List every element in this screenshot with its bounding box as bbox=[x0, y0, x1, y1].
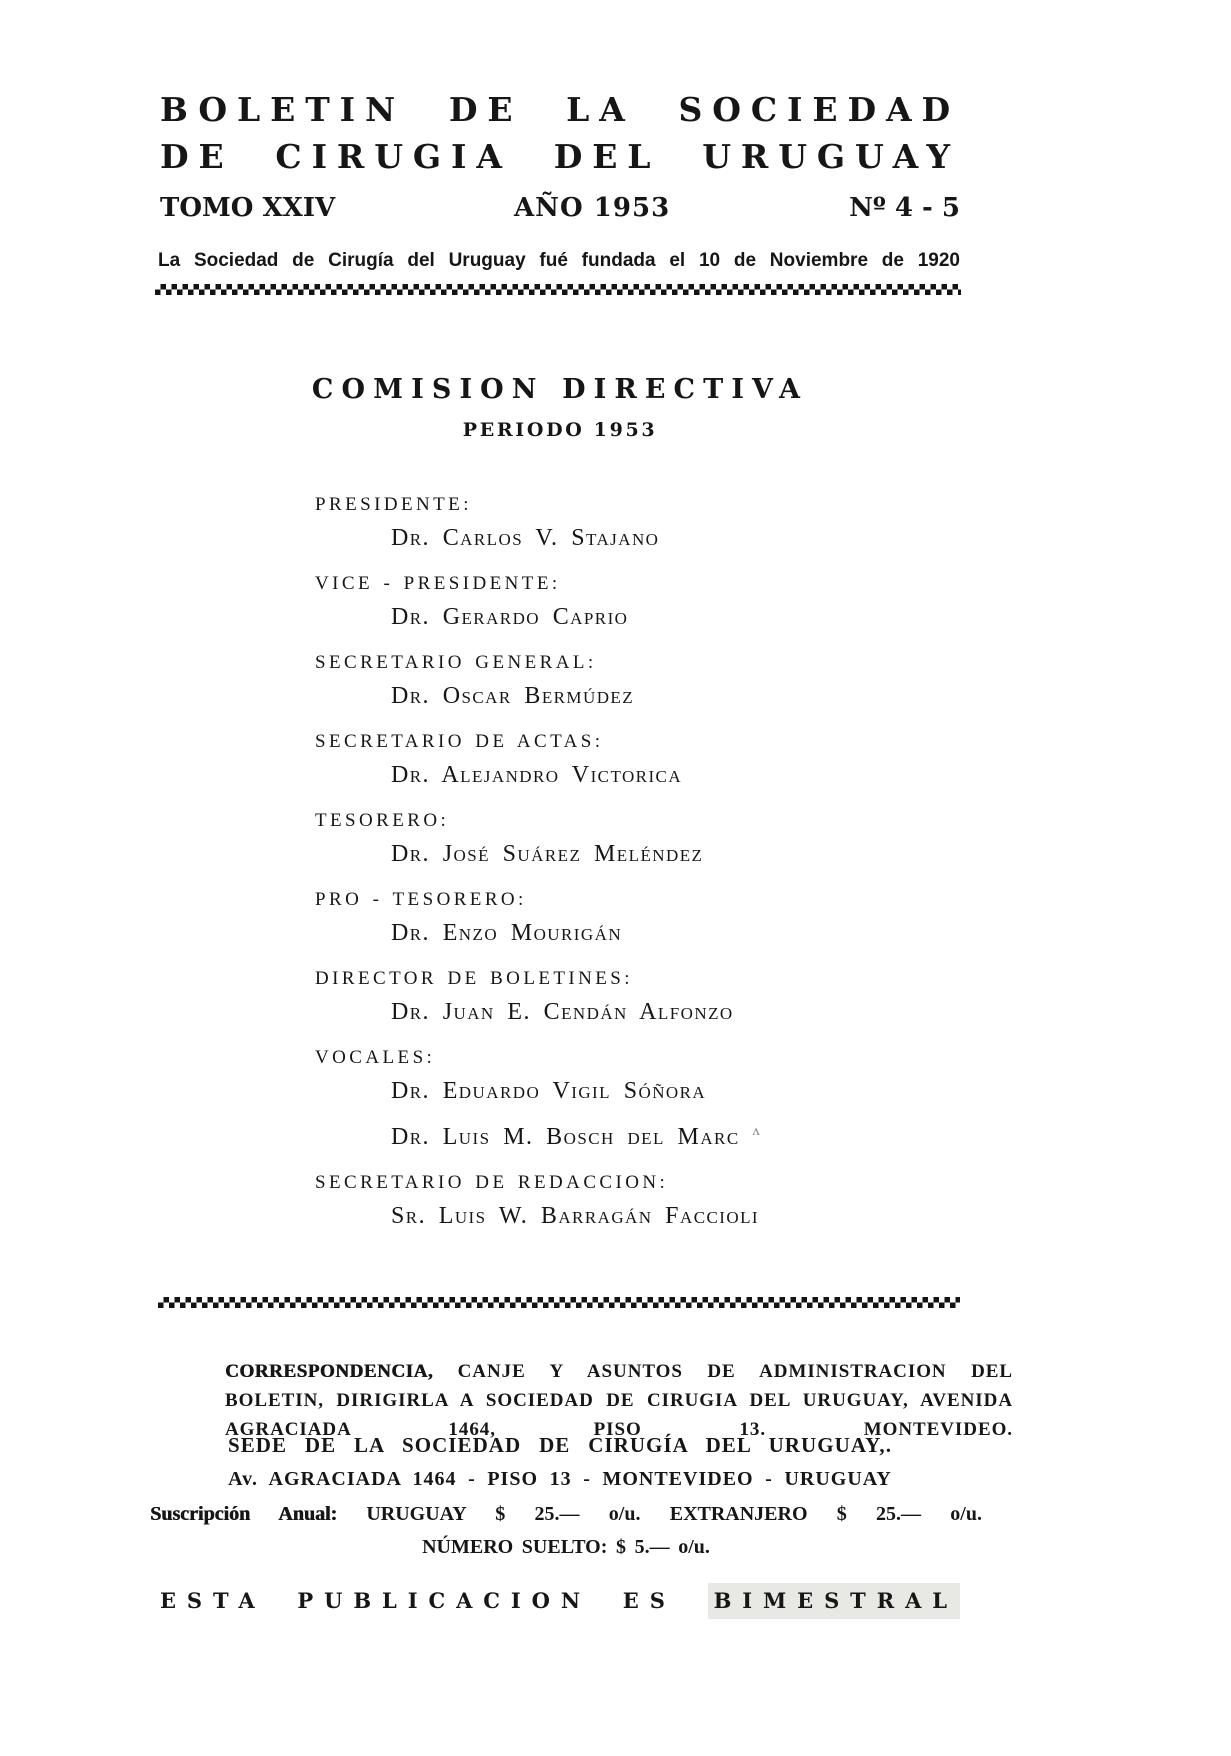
journal-title bbox=[160, 86, 960, 180]
officer-secretario-general bbox=[315, 650, 975, 716]
issue-number-label: Nº 4 - 5 bbox=[849, 193, 960, 223]
committee-subheading: PERIODO 1953 bbox=[462, 419, 658, 441]
officer-name: Dr. José Suárez Meléndez bbox=[391, 841, 704, 867]
headquarters-line2: Av. AGRACIADA 1464 - PISO 13 - MONTEVIDEO - URUGUAY bbox=[228, 1468, 892, 1490]
officer-tesorero bbox=[315, 808, 975, 874]
frequency-highlight: BIMESTRAL bbox=[708, 1583, 960, 1619]
officer-title: SECRETARIO DE ACTAS: bbox=[315, 731, 604, 752]
officer-title: DIRECTOR DE BOLETINES: bbox=[315, 968, 633, 989]
officer-name: Dr. Carlos V. Stajano bbox=[391, 525, 660, 551]
journal-title-line2: DE CIRUGIA DEL URUGUAY bbox=[160, 137, 960, 176]
officer-title: SECRETARIO GENERAL: bbox=[315, 652, 597, 673]
publication-frequency bbox=[160, 1588, 960, 1613]
officer-title: VICE - PRESIDENTE: bbox=[315, 573, 561, 594]
headquarters-line1: SEDE DE LA SOCIEDAD DE CIRUGÍA DEL URUGUAY,. bbox=[227, 1433, 893, 1457]
scan-mark: ʌ bbox=[752, 1123, 762, 1139]
committee-heading: COMISION DIRECTIVA bbox=[311, 374, 809, 405]
officer-director-boletines bbox=[315, 966, 975, 1032]
officers-list bbox=[315, 492, 975, 1249]
volume-label: TOMO XXIV bbox=[160, 193, 336, 223]
officer-pro-tesorero bbox=[315, 887, 975, 953]
subscription-rates: URUGUAY $ 25.— o/u. EXTRANJERO $ 25.— o/u. bbox=[337, 1503, 982, 1525]
officer-name-text: Dr. Luis M. Bosch del Marc bbox=[391, 1124, 740, 1150]
issue-info-row bbox=[160, 193, 960, 223]
year-label: AÑO 1953 bbox=[513, 193, 671, 223]
officer-title: VOCALES: bbox=[315, 1047, 436, 1068]
checker-divider-top bbox=[155, 284, 961, 295]
journal-title-line1: BOLETIN DE LA SOCIEDAD bbox=[160, 90, 960, 129]
subscription-line bbox=[150, 1498, 982, 1531]
officer-name-second bbox=[391, 1111, 975, 1157]
frequency-text: ESTA PUBLICACION ES bbox=[160, 1588, 708, 1613]
officer-secretario-redaccion bbox=[315, 1170, 975, 1236]
officer-name: Dr. Juan E. Cendán Alfonzo bbox=[391, 999, 734, 1025]
officer-secretario-actas bbox=[315, 729, 975, 795]
officer-title: PRO - TESORERO: bbox=[315, 889, 527, 910]
officer-name: Dr. Enzo Mourigán bbox=[391, 920, 623, 946]
officer-title: SECRETARIO DE REDACCION: bbox=[315, 1172, 669, 1193]
founded-note: La Sociedad de Cirugía del Uruguay fué fundada el 10 de Noviembre de 1920 bbox=[158, 250, 960, 271]
subscription-info bbox=[150, 1498, 982, 1564]
officer-vocales bbox=[315, 1045, 975, 1157]
officer-title: TESORERO: bbox=[315, 810, 450, 831]
officer-name: Dr. Oscar Bermúdez bbox=[391, 683, 635, 709]
single-issue-price: NÚMERO SUELTO: $ 5.— o/u. bbox=[422, 1536, 710, 1558]
correspondence-lead: CORRESPONDENCIA, bbox=[225, 1361, 434, 1382]
officer-title: PRESIDENTE: bbox=[315, 494, 472, 515]
officer-name: Sr. Luis W. Barragán Faccioli bbox=[391, 1203, 759, 1229]
headquarters-address bbox=[160, 1428, 960, 1496]
correspondence-rest: CANJE Y ASUNTOS DE ADMINISTRACION DEL BOLETIN, DIRIGIRLA A SOCIEDAD DE CIRUGIA DEL URUGUAY, AVENIDA AGRACIADA 1464, PISO 13. MONTEVIDEO. bbox=[225, 1361, 1013, 1440]
officer-name: Dr. Eduardo Vigil Sóñora bbox=[391, 1078, 707, 1104]
subscription-lead: Suscripción Anual: bbox=[150, 1503, 338, 1525]
officer-presidente bbox=[315, 492, 975, 558]
checker-divider-bottom bbox=[158, 1297, 960, 1308]
officer-vice-presidente bbox=[315, 571, 975, 637]
officer-name: Dr. Alejandro Victorica bbox=[391, 762, 683, 788]
officer-name: Dr. Gerardo Caprio bbox=[391, 604, 629, 630]
